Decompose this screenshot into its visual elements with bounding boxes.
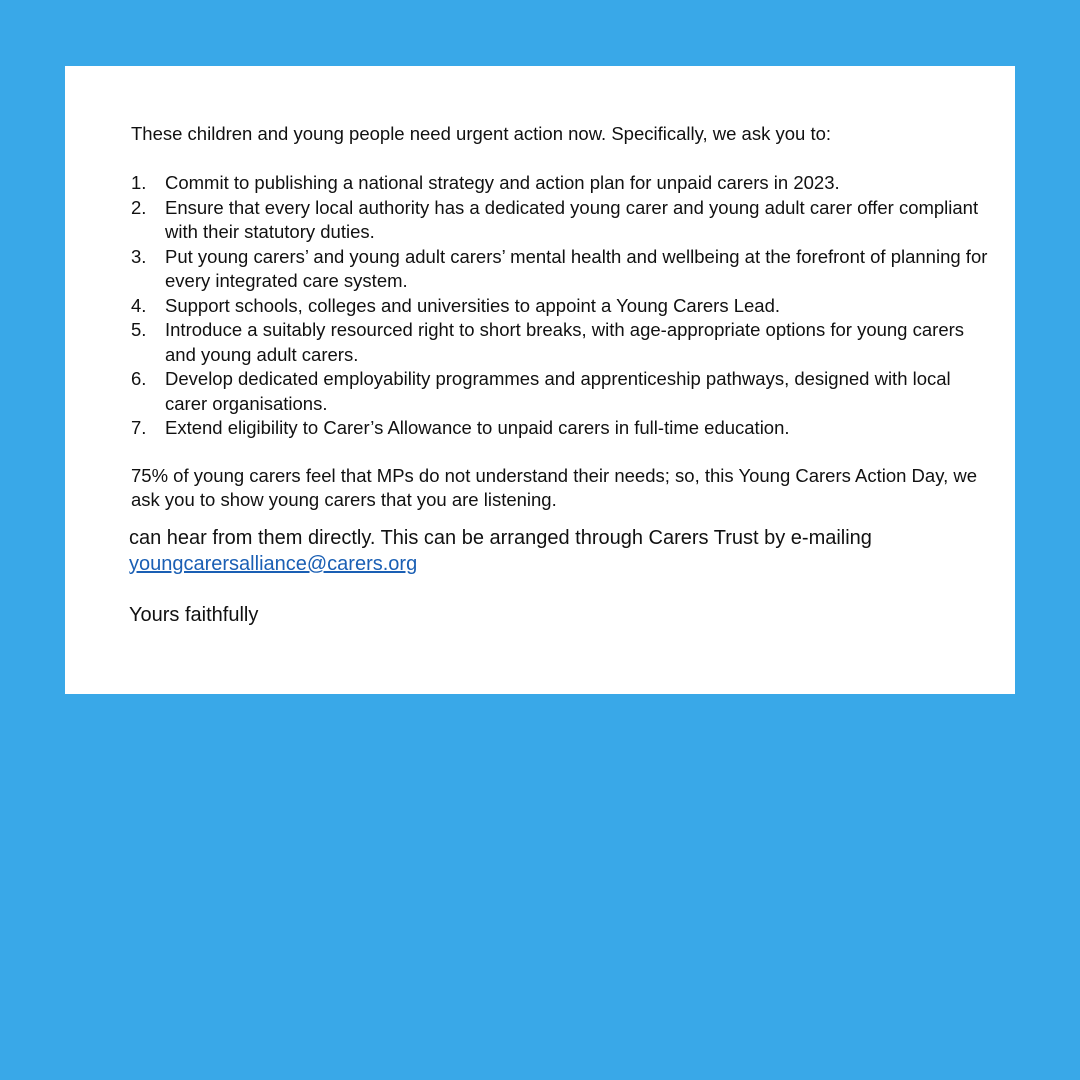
email-link[interactable]: youngcarersalliance@carers.org: [129, 553, 418, 575]
list-item: [131, 367, 991, 416]
list-item-text: Support schools, colleges and universities to appoint a Young Carers Lead.: [165, 294, 781, 316]
list-item-number: 7.: [131, 417, 147, 438]
list-item-text: Develop dedicated employability programmes and apprenticeship pathways, designed with local carer organisations.: [165, 368, 951, 414]
list-item-number: 6.: [131, 368, 147, 389]
request-list: [131, 171, 991, 441]
list-item: [131, 318, 991, 367]
letter-card: [65, 66, 1015, 694]
intro-text: These children and young people need urgent action now. Specifically, we ask you to:: [131, 123, 832, 144]
list-item-text: Put young carers’ and young adult carers’ mental health and wellbeing at the forefront of planning for every integrated care system.: [165, 245, 988, 291]
contact-text: can hear from them directly. This can be arranged through Carers Trust by e-mailing: [129, 527, 872, 549]
list-item-number: 4.: [131, 294, 147, 316]
list-item-number: 3.: [131, 245, 147, 267]
list-item: [131, 416, 991, 441]
list-item-text: Commit to publishing a national strategy and action plan for unpaid carers in 2023.: [165, 172, 840, 193]
list-item: [131, 245, 991, 294]
statistic-paragraph: 75% of young carers feel that MPs do not understand their needs; so, this Young Carers Action Day, we ask you to show young carers that you are listening.: [131, 465, 978, 510]
list-item-text: Introduce a suitably resourced right to short breaks, with age-appropriate options for young carers and young adult carers.: [165, 319, 965, 365]
signoff-text: Yours faithfully: [129, 604, 259, 626]
list-item-number: 1.: [131, 172, 147, 193]
list-item-text: Ensure that every local authority has a dedicated young carer and young adult carer offer compliant with their statutory duties.: [165, 196, 979, 242]
list-item: [131, 196, 991, 245]
list-item: [131, 294, 991, 319]
list-item-number: 5.: [131, 319, 147, 340]
contact-paragraph: [129, 525, 999, 577]
list-item-number: 2.: [131, 196, 147, 218]
list-item-text: Extend eligibility to Carer’s Allowance to unpaid carers in full-time education.: [165, 417, 790, 438]
list-item: [131, 171, 991, 196]
